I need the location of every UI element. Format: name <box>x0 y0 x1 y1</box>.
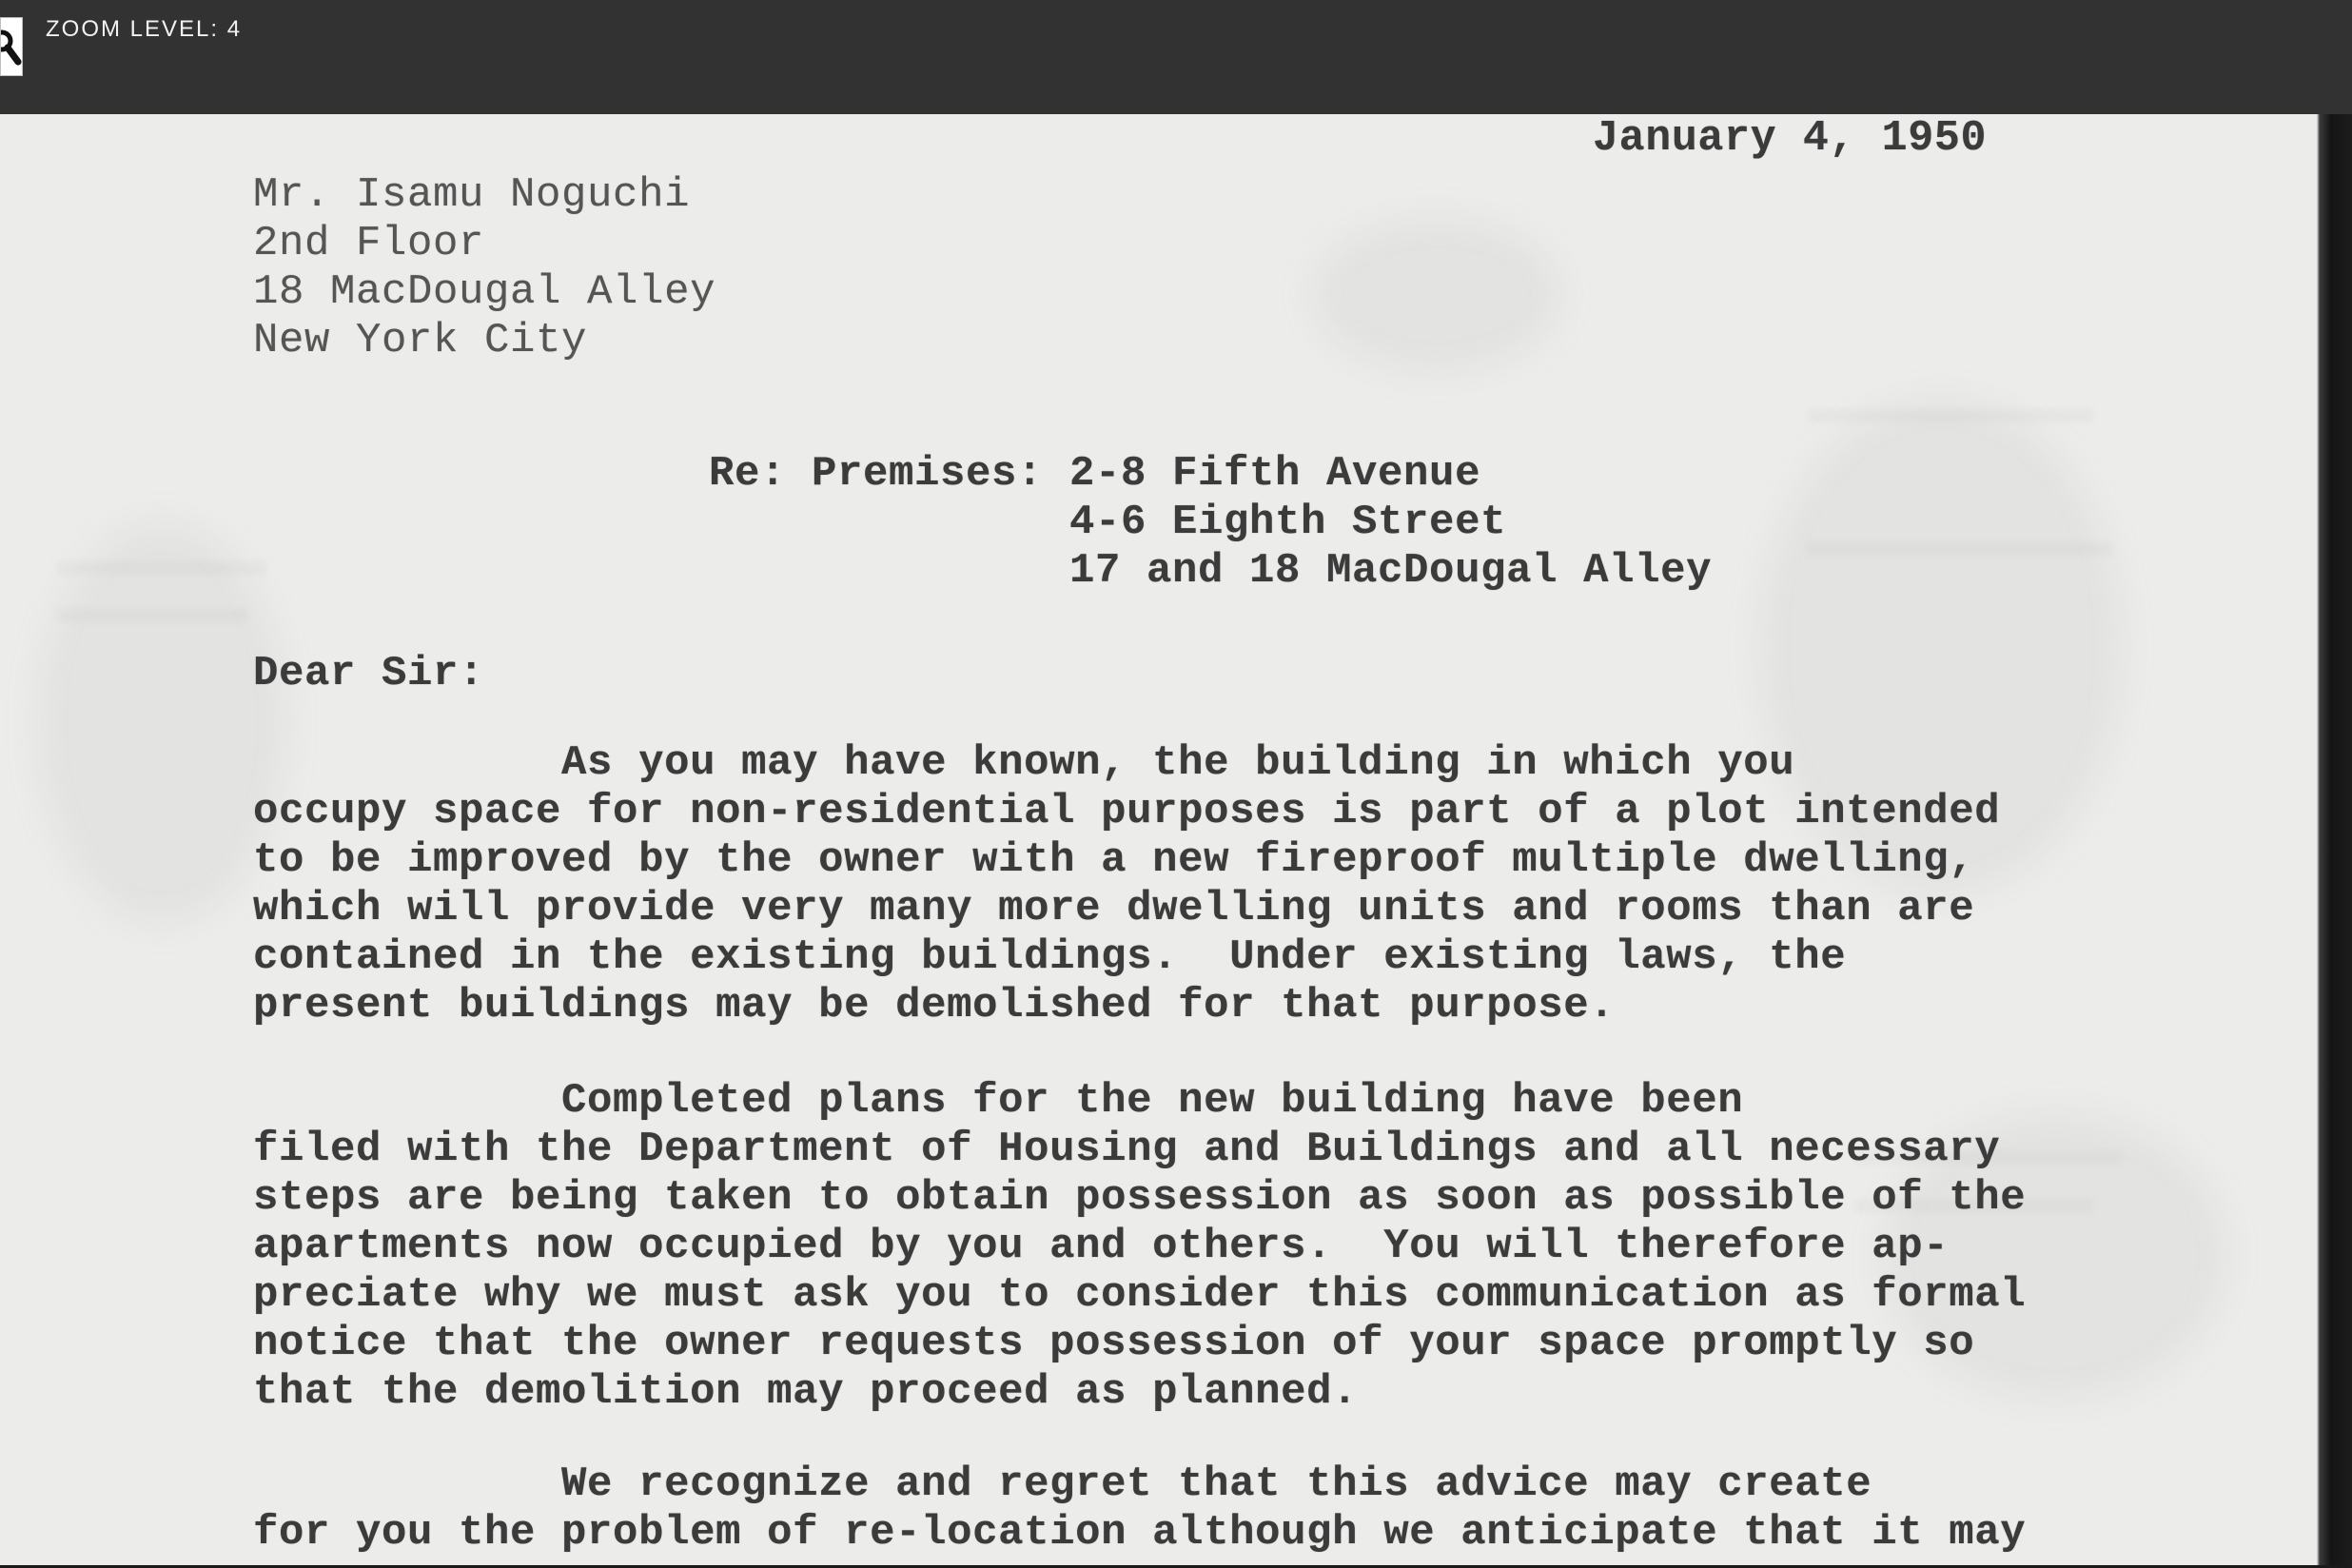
document-canvas[interactable] <box>0 114 2352 1568</box>
bleed-through-line <box>57 561 266 575</box>
subject-prefix: Re: Premises: <box>709 450 1044 498</box>
salutation: Dear Sir: <box>253 650 485 697</box>
bleed-through-stain <box>38 523 285 923</box>
page-edge-shadow <box>2317 114 2352 1568</box>
bleed-through-line <box>57 609 247 622</box>
letter-date: January 4, 1950 <box>1593 114 1988 163</box>
bleed-through-line <box>1808 409 2093 422</box>
zoom-level-label: ZOOM LEVEL: 4 <box>46 16 243 42</box>
viewer-toolbar <box>0 0 2352 114</box>
body-paragraph-1: As you may have known, the building in which you occupy space for non-residential purposes is part of a plot intended to be improved by the owner with a new fireproof multiple dwelling, which will provide very many more dwelling units and rooms than are contained in the existing buildings. Under existing laws, the present buildings may be demolished for that purpose. <box>253 739 2001 1029</box>
subject-premises: 2-8 Fifth Avenue 4-6 Eighth Street 17 and 18 MacDougal Alley <box>1069 450 1713 595</box>
body-paragraph-2: Completed plans for the new building have been filed with the Department of Housing and Buildings and all necessary steps are being taken to obtain possession as soon as possible of the apartments now occupied by you and others. You will therefore ap- preciate why we must ask you to consider this communication as formal notice that the owner requests possession of your space promptly so that the demolition may proceed as planned. <box>253 1077 2027 1416</box>
zoom-button[interactable] <box>0 17 23 76</box>
bleed-through-stain <box>1313 219 1560 371</box>
recipient-address: Mr. Isamu Noguchi 2nd Floor 18 MacDougal Alley New York City <box>253 171 716 364</box>
magnifier-icon <box>0 29 22 67</box>
body-paragraph-3: We recognize and regret that this advice may create for you the problem of re-location although we anticipate that it may <box>253 1460 2027 1557</box>
letter-page <box>0 114 2317 1565</box>
bleed-through-line <box>1808 542 2112 556</box>
